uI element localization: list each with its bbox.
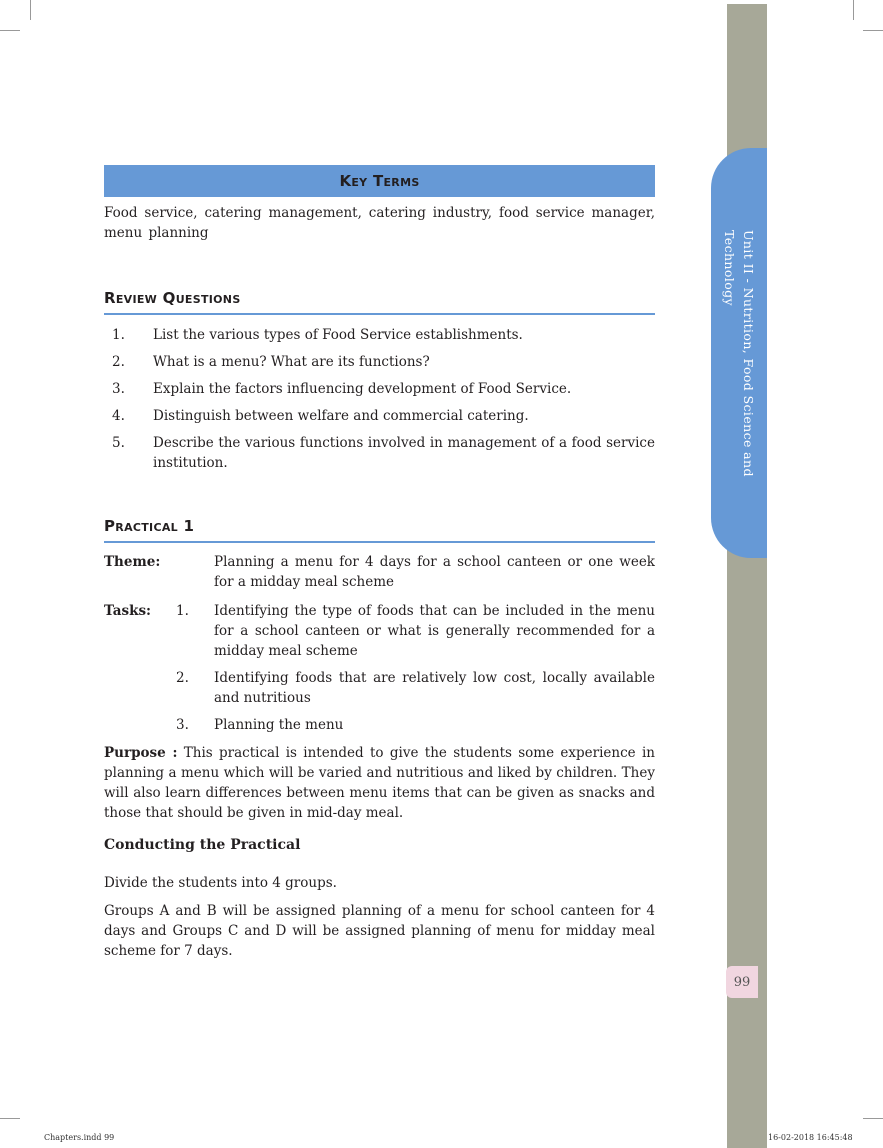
crop-mark <box>863 1118 883 1119</box>
item-text: List the various types of Food Service establishments. <box>153 327 523 343</box>
crop-mark <box>30 0 31 20</box>
tasks-label-spacer <box>104 668 176 708</box>
review-questions-heading: Review Questions <box>104 289 655 315</box>
task-row <box>104 715 655 735</box>
list-item <box>104 433 655 473</box>
purpose-text: This practical is intended to give the students some experience in planning a menu which will be varied and nutritious and liked by children. They will also learn differences between menu items that can be given as snacks and those that should be given in mid-day meal. <box>104 745 655 821</box>
item-number: 3. <box>112 381 125 397</box>
page-number: 99 <box>726 966 758 998</box>
purpose-label: Purpose : <box>104 745 178 761</box>
unit-tab-label: Unit II - Nutrition, Food Science and Technology <box>722 230 756 477</box>
theme-label: Theme: <box>104 554 161 570</box>
purpose-paragraph <box>104 743 655 823</box>
theme-text: Planning a menu for 4 days for a school canteen or one week for a midday meal scheme <box>214 554 655 590</box>
review-questions-list <box>104 325 655 473</box>
item-number: 4. <box>112 408 125 424</box>
crop-mark <box>0 30 20 31</box>
crop-mark <box>853 0 854 20</box>
list-item <box>104 325 655 345</box>
item-text: What is a menu? What are its functions? <box>153 354 430 370</box>
item-number: 5. <box>112 435 125 451</box>
task-number: 3. <box>176 717 189 733</box>
task-row <box>104 668 655 708</box>
task-row <box>104 601 655 661</box>
crop-mark <box>0 1118 20 1119</box>
item-number: 2. <box>112 354 125 370</box>
list-item <box>104 379 655 399</box>
task-text: Identifying the type of foods that can be included in the menu for a school canteen or what is generally recommended for a midday meal scheme <box>214 603 655 659</box>
groups-paragraph: Groups A and B will be assigned planning of a menu for school canteen for 4 days and Groups C and D will be assigned planning of menu for midday meal scheme for 7 days. <box>104 903 655 959</box>
tasks-label-spacer <box>104 715 176 735</box>
item-text: Distinguish between welfare and commercial catering. <box>153 408 529 424</box>
task-number: 1. <box>176 603 189 619</box>
task-text: Planning the menu <box>214 717 344 733</box>
list-item <box>104 406 655 426</box>
conducting-heading: Conducting the Practical <box>104 837 301 853</box>
key-terms-text: Food service, catering management, catering industry, food service manager, menu planning <box>104 205 655 241</box>
practical-heading: Practical 1 <box>104 517 655 543</box>
task-text: Identifying foods that are relatively low cost, locally available and nutritious <box>214 670 655 706</box>
item-text: Explain the factors influencing development of Food Service. <box>153 381 572 397</box>
theme-row <box>104 552 655 592</box>
unit-tab-label-wrap <box>719 230 759 550</box>
crop-mark <box>863 30 883 31</box>
key-terms-heading: Key Terms <box>104 165 655 197</box>
task-number: 2. <box>176 670 189 686</box>
item-number: 1. <box>112 327 125 343</box>
footer-timestamp: 16-02-2018 16:45:48 <box>768 1133 853 1142</box>
list-item <box>104 352 655 372</box>
divide-paragraph: Divide the students into 4 groups. <box>104 875 337 891</box>
tasks-label: Tasks: <box>104 603 152 619</box>
item-text: Describe the various functions involved in management of a food service institution. <box>153 435 655 471</box>
main-content <box>104 165 655 961</box>
footer-file-info: Chapters.indd 99 <box>44 1133 115 1142</box>
